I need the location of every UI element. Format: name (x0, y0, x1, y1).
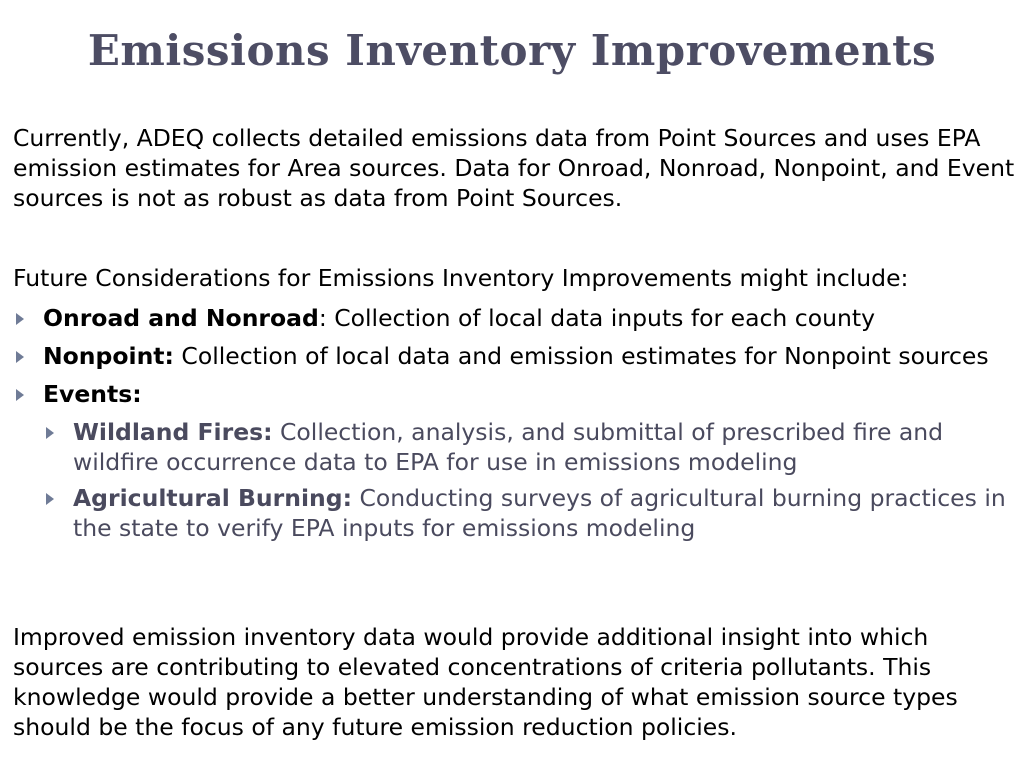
closing-paragraph: Improved emission inventory data would provide additional insight into which sources are contributing to elevated concentrations of criteria pollutants. This knowledge would provide a better understanding of what emission source types should be the focus of any future emission reduction policies. (13, 623, 958, 741)
bullet-label: Nonpoint: (43, 342, 174, 370)
sub-bullet-text: Conducting surveys of agricultural burning practices in the state to verify EPA inputs for emissions modeling (73, 484, 1006, 542)
sub-bullet-agricultural-burning (13, 483, 1013, 543)
sub-bullet-label: Wildland Fires: (73, 418, 273, 446)
bullet-events (13, 379, 1013, 409)
intro-paragraph: Currently, ADEQ collects detailed emissions data from Point Sources and uses EPA emission estimates for Area sources. Data for Onroad, Nonroad, Nonpoint, and Event sources is not as robust as data from Point Sources. (13, 124, 1015, 212)
slide-title: Emissions Inventory Improvements (87, 26, 937, 75)
bullet-label: Onroad and Nonroad (43, 304, 319, 332)
sub-bullet-wildland-fires (13, 417, 1013, 477)
sub-bullet-text: Collection, analysis, and submittal of prescribed fire and wildfire occurrence data to EPA for use in emissions modeling (73, 418, 944, 476)
bullet-label: Events: (43, 380, 142, 408)
bullet-text: Collection of local data and emission estimates for Nonpoint sources (173, 342, 989, 370)
arrow-bullet-icon (16, 351, 24, 363)
bullet-text: : Collection of local data inputs for each county (318, 304, 875, 332)
sub-bullet-label: Agricultural Burning: (73, 484, 352, 512)
arrow-bullet-icon (46, 493, 54, 505)
bullet-onroad-nonroad (13, 303, 1013, 333)
bullet-list (13, 303, 1013, 549)
arrow-bullet-icon (46, 427, 54, 439)
bullet-nonpoint (13, 341, 1013, 371)
lead-paragraph: Future Considerations for Emissions Inventory Improvements might include: (13, 264, 909, 292)
arrow-bullet-icon (16, 389, 24, 401)
arrow-bullet-icon (16, 313, 24, 325)
